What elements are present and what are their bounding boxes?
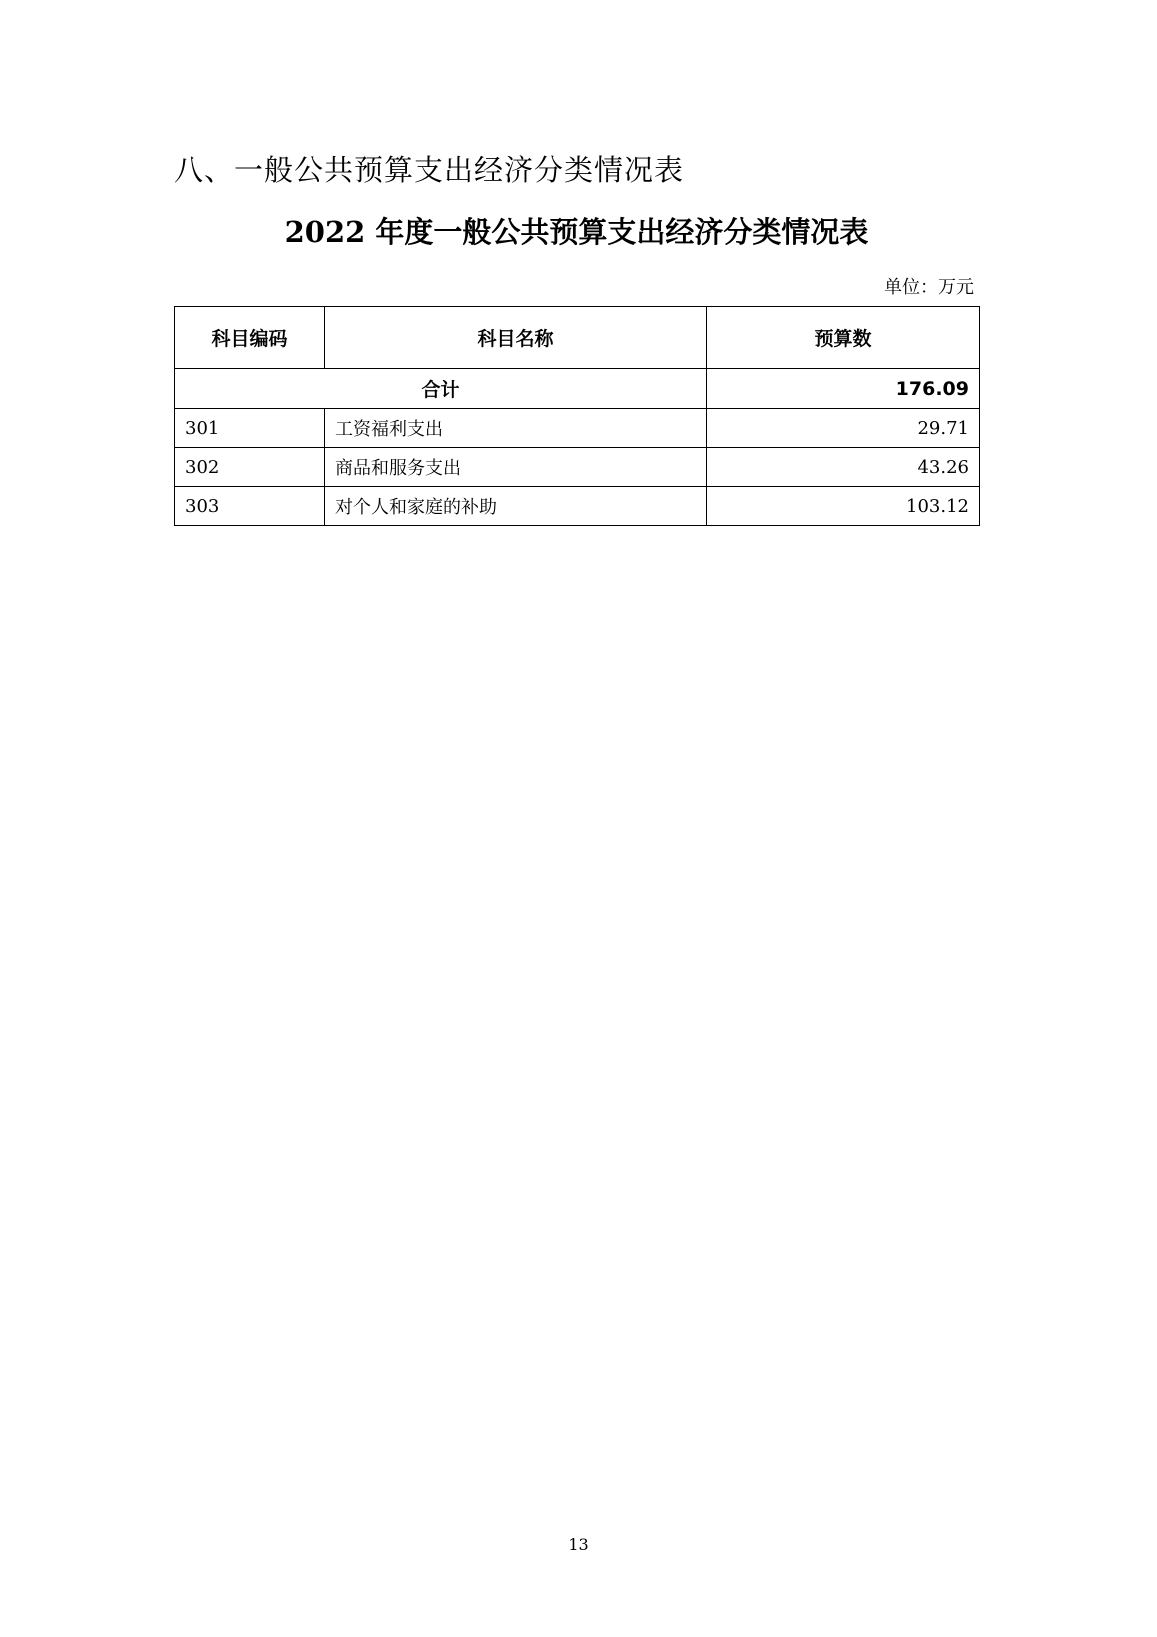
row-name: 对个人和家庭的补助 [325,487,707,526]
table-row [175,487,980,526]
page-number: 13 [568,1535,589,1554]
total-label: 合计 [175,369,707,409]
row-code: 301 [175,409,325,448]
section-heading: 八、一般公共预算支出经济分类情况表 [174,153,685,187]
header-code: 科目编码 [175,307,325,369]
row-name: 工资福利支出 [325,409,707,448]
total-row [175,369,980,409]
row-code: 303 [175,487,325,526]
row-amount: 103.12 [707,487,980,526]
header-name: 科目名称 [325,307,707,369]
table-row [175,448,980,487]
budget-table [174,306,980,526]
header-amount: 预算数 [707,307,980,369]
total-value: 176.09 [707,369,980,409]
row-name: 商品和服务支出 [325,448,707,487]
unit-label: 单位：万元 [884,277,974,298]
row-amount: 29.71 [707,409,980,448]
table-header-row [175,307,980,369]
table-row [175,409,980,448]
table-title: 2022 年度一般公共预算支出经济分类情况表 [284,215,869,249]
row-code: 302 [175,448,325,487]
row-amount: 43.26 [707,448,980,487]
